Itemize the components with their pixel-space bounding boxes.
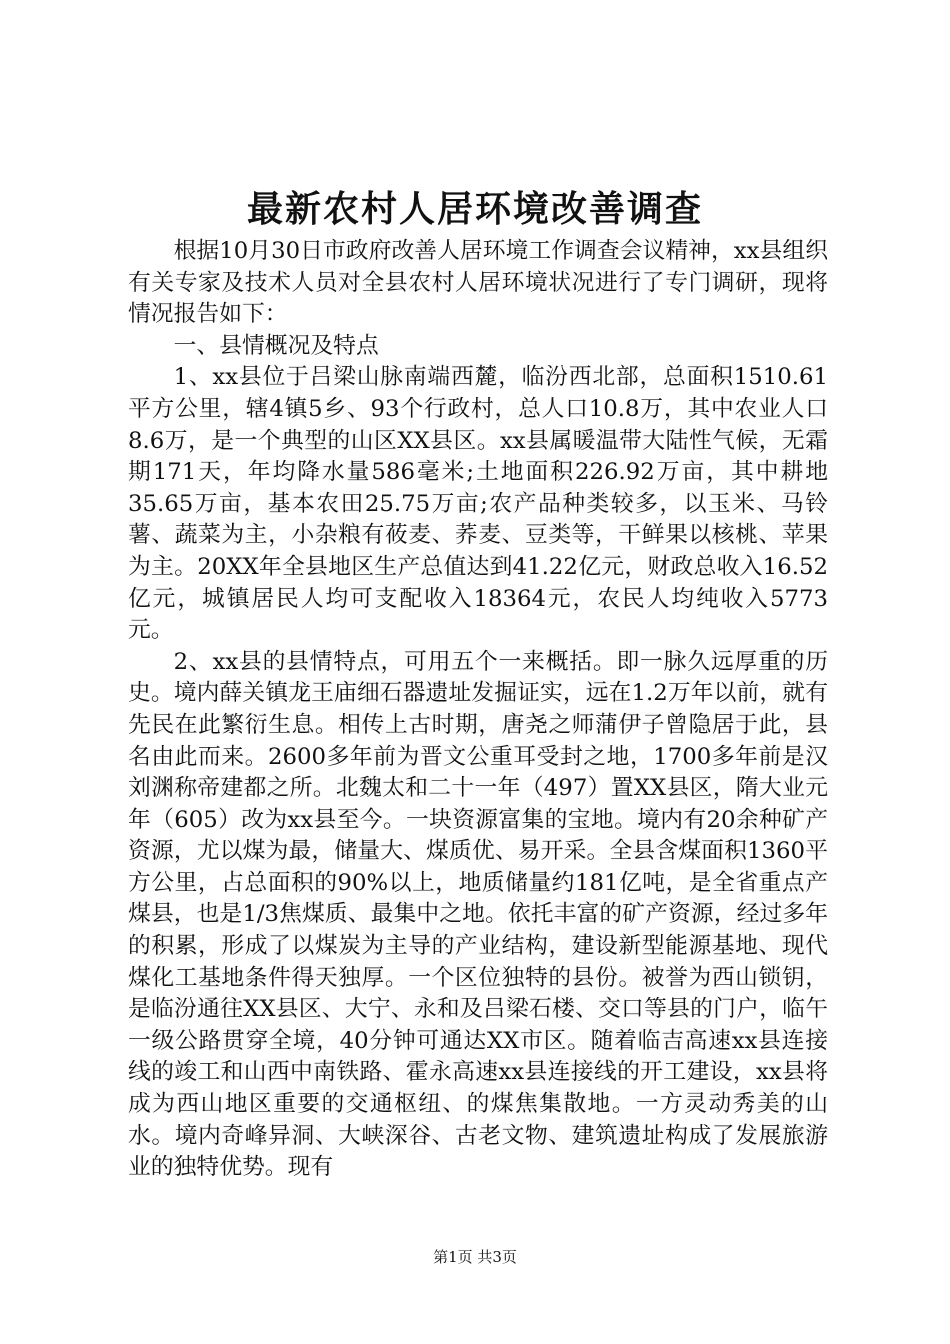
section-heading: 一、县情概况及特点 <box>173 332 379 359</box>
document-body <box>128 236 828 1184</box>
document-title: 最新农村人居环境改善调查 <box>246 188 703 230</box>
paragraph-1: 1、xx县位于吕梁山脉南端西麓，临汾西北部，总面积1510.61平方公里，辖4镇5乡、93个行政村，总人口10.8万，其中农业人口8.6万，是一个典型的山区XX县区。xx县属暖温带大陆性气候，无霜期171天，年均降水量586毫米;土地面积226.92万亩，其中耕地35.65万亩，基本农田25.75万亩;农产品种类较多，以玉米、马铃薯、蔬菜为主，小杂粮有莜麦、荞麦、豆类等，干鲜果以核桃、苹果为主。20XX年全县地区生产总值达到41.22亿元，财政总收入16.52亿元，城镇居民人均可支配收入18364元，农民人均纯收入5773元。 <box>128 364 828 644</box>
intro-paragraph: 根据10月30日市政府改善人居环境工作调查会议精神，xx县组织有关专家及技术人员对全县农村人居环境状况进行了专门调研，现将情况报告如下： <box>128 238 828 328</box>
paragraph-2: 2、xx县的县情特点，可用五个一来概括。即一脉久远厚重的历史。境内薛关镇龙王庙细石器遗址发掘证实，远在1.2万年以前，就有先民在此繁衍生息。相传上古时期，唐尧之师蒲伊子曾隐居于此，县名由此而来。2600多年前为晋文公重耳受封之地，1700多年前是汉刘渊称帝建都之所。北魏太和二十一年（497）置XX县区，隋大业元年（605）改为xx县至今。一块资源富集的宝地。境内有20余种矿产资源，尤以煤为最，储量大、煤质优、易开采。全县含煤面积1360平方公里，占总面积的90%以上，地质储量约181亿吨，是全省重点产煤县，也是1/3焦煤质、最集中之地。依托丰富的矿产资源，经过多年的积累，形成了以煤炭为主导的产业结构，建设新型能源基地、现代煤化工基地条件得天独厚。一个区位独特的县份。被誉为西山锁钥，是临汾通往XX县区、大宁、永和及吕梁石楼、交口等县的门户，临午一级公路贯穿全境，40分钟可通达XX市区。随着临吉高速xx县连接线的竣工和山西中南铁路、霍永高速xx县连接线的开工建设，xx县将成为西山地区重要的交通枢纽、的煤焦集散地。一方灵动秀美的山水。境内奇峰异洞、大峡深谷、古老文物、建筑遗址构成了发展旅游业的独特优势。现有 <box>128 648 828 1181</box>
page-footer: 第1页 共3页 <box>433 1248 517 1266</box>
